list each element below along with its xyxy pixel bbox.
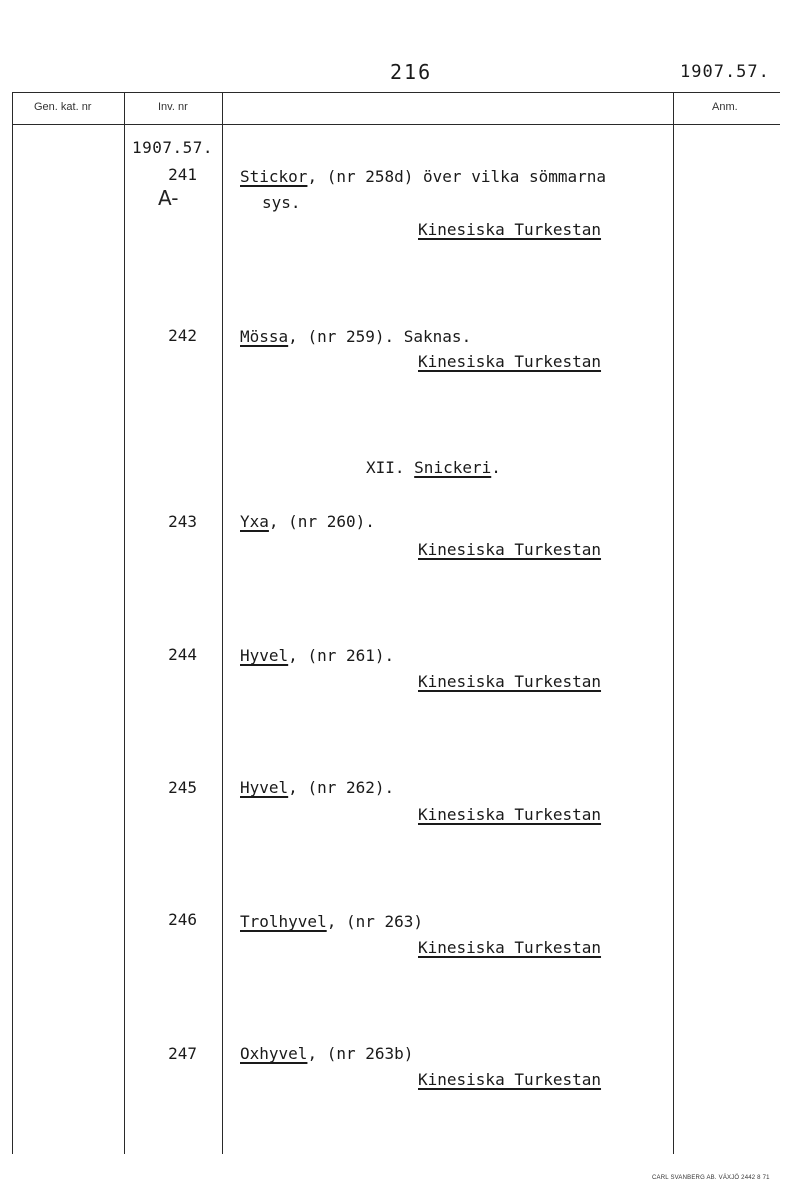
entry-detail: , (nr 263)	[326, 912, 424, 931]
column-divider-text-anm	[673, 92, 674, 1154]
entry-detail: , (nr 262).	[288, 778, 395, 797]
entry-continuation: sys.	[262, 193, 301, 212]
column-header-anm: Anm.	[712, 101, 738, 113]
handwritten-mark: A-	[158, 186, 179, 210]
column-divider-inv-text	[222, 92, 223, 1154]
page-reference: 1907.57.	[680, 62, 770, 82]
column-divider-gen-inv	[124, 92, 125, 1154]
entry-text	[240, 512, 375, 531]
inv-number: 242	[168, 326, 197, 345]
entry-text	[240, 1044, 413, 1063]
entry-text	[240, 646, 394, 665]
section-numeral: XII.	[366, 458, 405, 477]
entry-text	[240, 912, 423, 931]
entry-title: Yxa	[240, 512, 269, 531]
column-divider-left-edge	[12, 92, 13, 1154]
entry-title: Trolhyvel	[240, 912, 327, 931]
entry-place: Kinesiska Turkestan	[418, 352, 602, 371]
entry-detail: , (nr 260).	[268, 512, 375, 531]
inv-number: 245	[168, 778, 197, 797]
entry-detail: , (nr 259). Saknas.	[288, 327, 472, 346]
section-suffix: .	[491, 458, 501, 477]
entry-place: Kinesiska Turkestan	[418, 672, 602, 691]
entry-text	[240, 167, 606, 186]
inv-number: 246	[168, 910, 197, 929]
entry-place: Kinesiska Turkestan	[418, 1070, 602, 1089]
printer-mark: CARL SVANBERG AB. VÄXJÖ 2442 8 71	[652, 1175, 770, 1181]
entry-detail: , (nr 263b)	[307, 1044, 414, 1063]
entry-title: Stickor	[240, 167, 308, 186]
entry-title: Hyvel	[240, 646, 289, 665]
entry-title: Oxhyvel	[240, 1044, 308, 1063]
header-bottom-rule	[12, 124, 780, 125]
entry-detail: , (nr 258d) över vilka sömmarna	[307, 167, 607, 186]
entry-text	[240, 778, 394, 797]
column-header-inv-nr: Inv. nr	[158, 101, 188, 113]
entry-detail: , (nr 261).	[288, 646, 395, 665]
inv-number: 247	[168, 1044, 197, 1063]
entry-title: Mössa	[240, 327, 289, 346]
entry-place: Kinesiska Turkestan	[418, 938, 602, 957]
inv-number: 244	[168, 645, 197, 664]
section-title: Snickeri	[414, 458, 492, 477]
section-heading	[366, 458, 501, 477]
column-header-gen-kat-nr: Gen. kat. nr	[34, 101, 92, 113]
entry-text	[240, 327, 471, 346]
inv-number: 243	[168, 512, 197, 531]
entry-place: Kinesiska Turkestan	[418, 805, 602, 824]
entry-place: Kinesiska Turkestan	[418, 540, 602, 559]
entry-title: Hyvel	[240, 778, 289, 797]
header-top-rule	[12, 92, 780, 93]
inv-number: 241	[168, 165, 197, 184]
page-number: 216	[390, 60, 433, 84]
entry-place: Kinesiska Turkestan	[418, 220, 602, 239]
inventory-date: 1907.57.	[132, 138, 214, 157]
